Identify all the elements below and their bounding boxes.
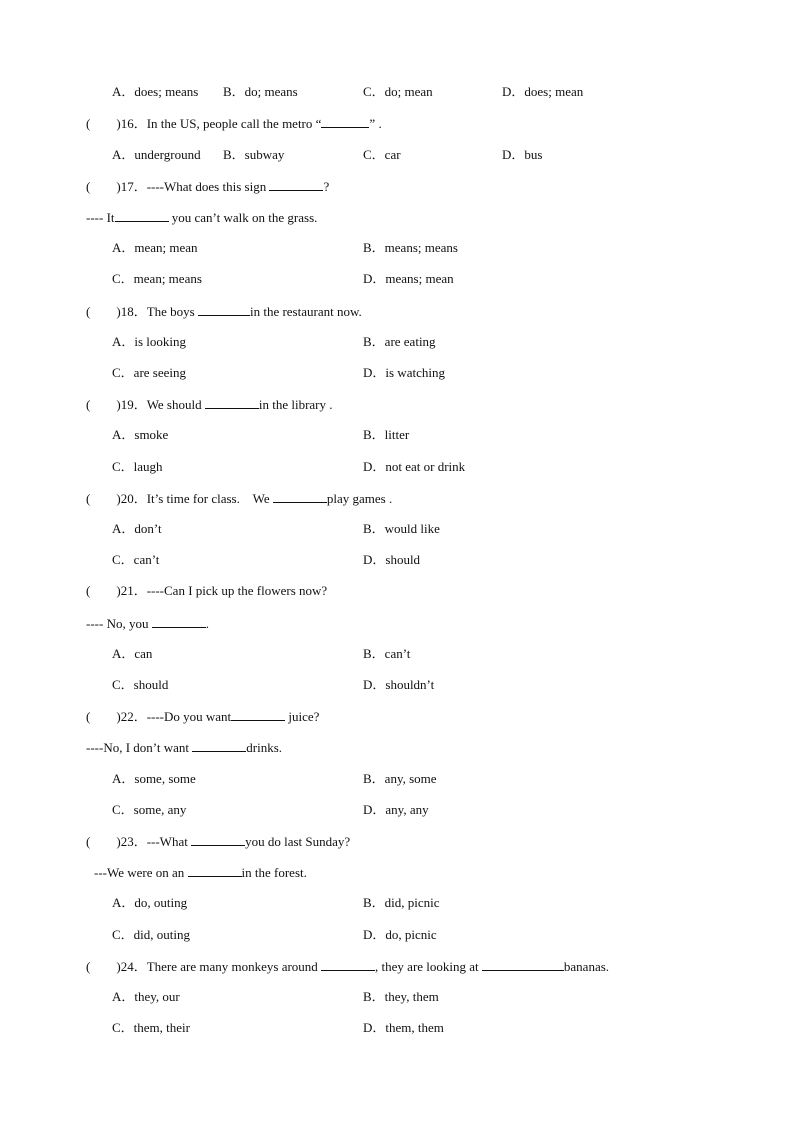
answer-blank [188, 864, 242, 877]
q16-option-c: C．car [363, 147, 401, 162]
answer-blank [482, 958, 564, 971]
q16-option-d: D．bus [502, 147, 543, 162]
q15-option-b: B．do; means [223, 84, 298, 99]
q22-option-c: C．some, any [112, 802, 187, 817]
q21-answer-line: ---- No, you . [86, 616, 209, 631]
answer-paren-open: ( [86, 834, 91, 849]
q17-option-d: D．means; mean [363, 271, 454, 286]
q18-option-c: C．are seeing [112, 365, 187, 380]
q24-option-d: D．them, them [363, 1020, 444, 1035]
answer-paren-open: ( [86, 959, 91, 974]
q21-option-d: D．shouldn’t [363, 677, 435, 692]
answer-paren-open: ( [86, 179, 91, 194]
q17-option-b: B．means; means [363, 240, 458, 255]
answer-blank [273, 490, 327, 503]
answer-paren-close: ) [116, 397, 121, 412]
q21-option-a: A．can [112, 646, 153, 661]
answer-paren-open: ( [86, 491, 91, 506]
answer-paren-open: ( [86, 583, 91, 598]
q23-option-a: A．do, outing [112, 895, 188, 910]
q23-stem: ( )23．---What you do last Sunday? [86, 834, 351, 849]
q19-option-b: B．litter [363, 427, 410, 442]
answer-paren-close: ) [116, 834, 121, 849]
answer-blank [269, 178, 323, 191]
q16-option-a: A．underground [112, 147, 201, 162]
answer-paren-close: ) [116, 583, 121, 598]
q23-option-d: D．do, picnic [363, 927, 437, 942]
q21-option-c: C．should [112, 677, 169, 692]
q18-option-a: A．is looking [112, 334, 187, 349]
answer-blank [321, 115, 369, 128]
q22-option-d: D．any, any [363, 802, 429, 817]
answer-blank [192, 739, 246, 752]
answer-paren-open: ( [86, 304, 91, 319]
q20-stem: ( )20．It’s time for class. We play games . [86, 491, 393, 506]
q19-option-a: A．smoke [112, 427, 169, 442]
answer-paren-open: ( [86, 116, 91, 131]
q23-option-c: C．did, outing [112, 927, 191, 942]
q20-option-c: C．can’t [112, 552, 160, 567]
answer-blank [205, 396, 259, 409]
q21-stem: ( )21．----Can I pick up the flowers now? [86, 583, 328, 598]
q19-stem: ( )19．We should in the library . [86, 397, 333, 412]
q18-option-b: B．are eating [363, 334, 436, 349]
q22-stem: ( )22．----Do you want juice? [86, 709, 320, 724]
answer-blank [115, 209, 169, 222]
answer-paren-close: ) [116, 116, 121, 131]
answer-paren-close: ) [116, 709, 121, 724]
answer-blank [191, 833, 245, 846]
q20-option-d: D．should [363, 552, 421, 567]
answer-paren-open: ( [86, 709, 91, 724]
q20-option-b: B．would like [363, 521, 440, 536]
answer-blank [321, 958, 375, 971]
q21-option-b: B．can’t [363, 646, 411, 661]
q17-option-c: C．mean; means [112, 271, 202, 286]
q17-option-a: A．mean; mean [112, 240, 198, 255]
answer-paren-close: ) [116, 959, 121, 974]
q22-option-a: A．some, some [112, 771, 196, 786]
q16-option-b: B．subway [223, 147, 285, 162]
q17-answer-line: ---- It you can’t walk on the grass. [86, 210, 318, 225]
q15-option-c: C．do; mean [363, 84, 433, 99]
q17-stem: ( )17．----What does this sign ? [86, 179, 330, 194]
q23-option-b: B．did, picnic [363, 895, 440, 910]
q15-option-a: A．does; means [112, 84, 199, 99]
q23-answer-line: ---We were on an in the forest. [94, 865, 307, 880]
q19-option-d: D．not eat or drink [363, 459, 466, 474]
q24-stem: ( )24．There are many monkeys around , they are looking at bananas. [86, 959, 610, 974]
answer-paren-close: ) [116, 304, 121, 319]
q18-stem: ( )18．The boys in the restaurant now. [86, 304, 362, 319]
answer-paren-close: ) [116, 491, 121, 506]
q22-answer-line: ----No, I don’t want drinks. [86, 740, 283, 755]
answer-blank [152, 615, 206, 628]
answer-paren-close: ) [116, 179, 121, 194]
q18-option-d: D．is watching [363, 365, 445, 380]
answer-blank [198, 303, 250, 316]
q20-option-a: A．don’t [112, 521, 162, 536]
q24-option-a: A．they, our [112, 989, 180, 1004]
answer-blank [231, 708, 285, 721]
q19-option-c: C．laugh [112, 459, 163, 474]
q22-option-b: B．any, some [363, 771, 437, 786]
q24-option-c: C．them, their [112, 1020, 190, 1035]
q24-option-b: B．they, them [363, 989, 439, 1004]
q16-stem: ( )16．In the US, people call the metro “ ” . [86, 116, 382, 131]
q15-option-d: D．does; mean [502, 84, 584, 99]
answer-paren-open: ( [86, 397, 91, 412]
